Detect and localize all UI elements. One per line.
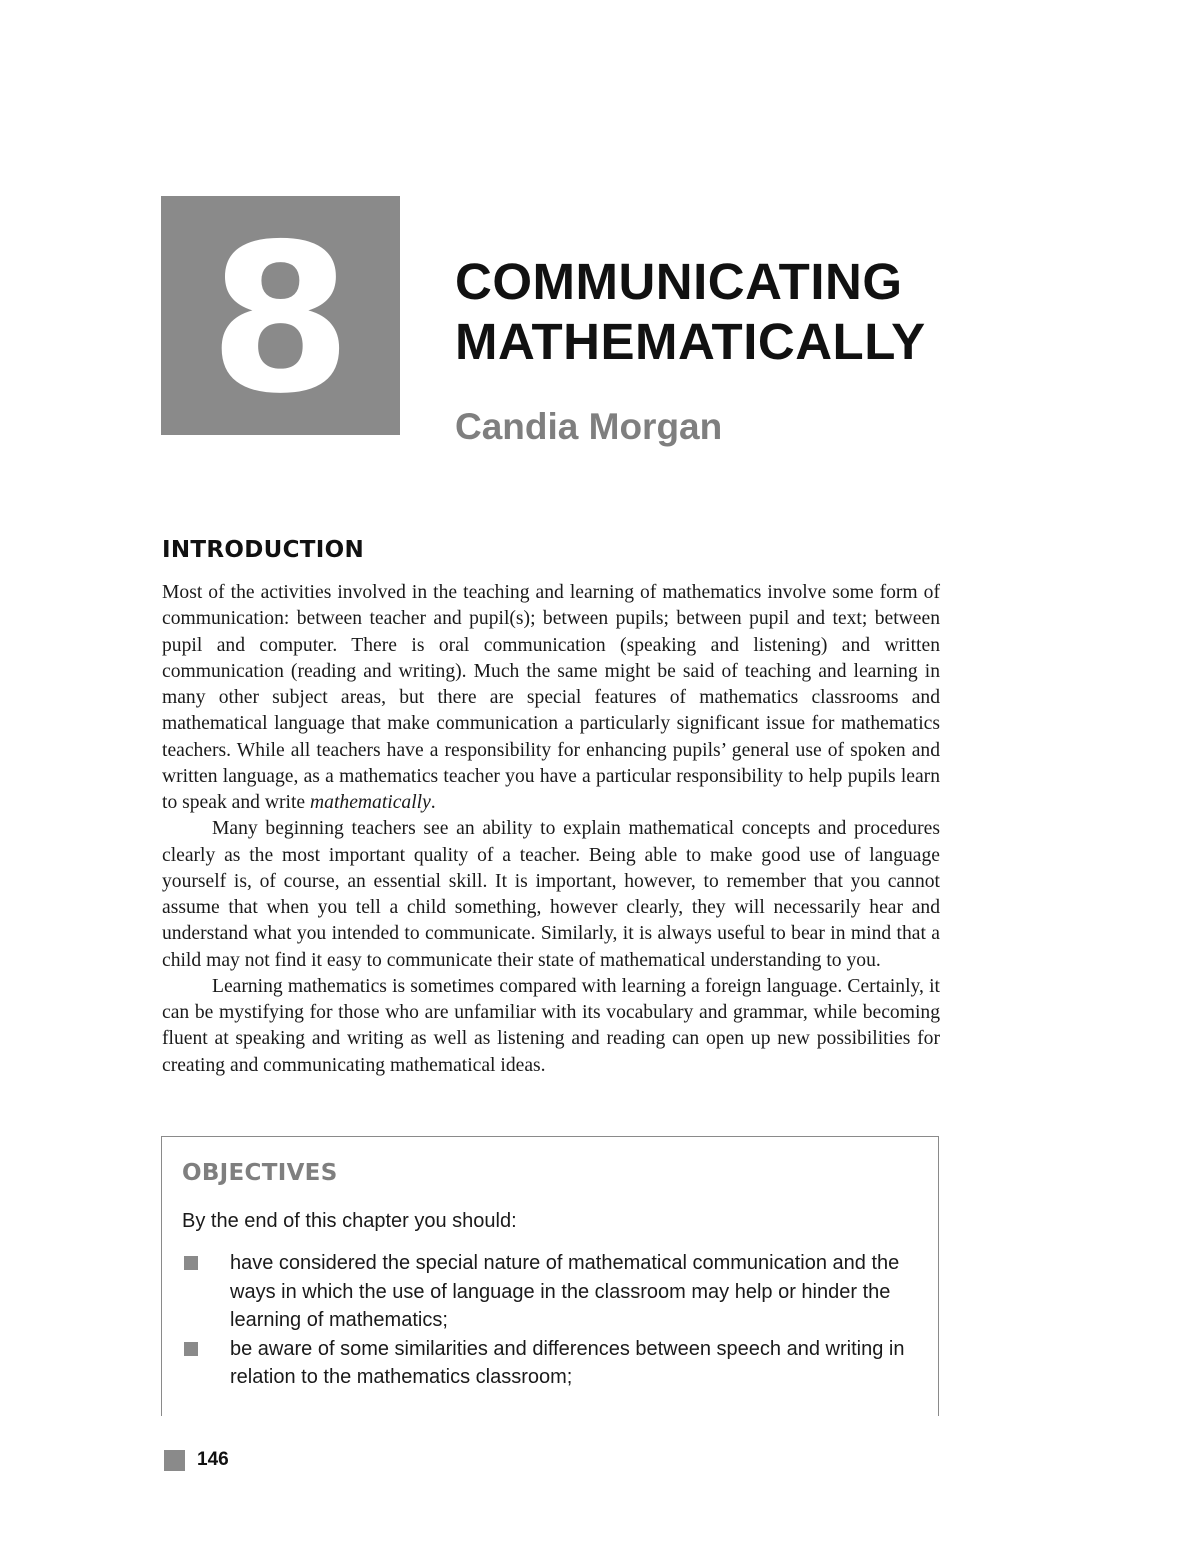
introduction-paragraph-2: Many beginning teachers see an ability to explain mathematical concepts and procedures clearly as the most important quality of a teacher. Being able to make good use of language yourself is, of course, an essential skill. It is important, however, to remember that you cannot assume that when you tell a child something, however clearly, they will necessarily hear and understand what you intended to communicate. Similarly, it is always useful to bear in mind that a child may not find it easy to communicate their state of mathematical understanding to you. <box>162 818 940 971</box>
paragraph-1-text: Most of the activities involved in the teaching and learning of mathematics involve some form of communication: between teacher and pupil(s); between pupils; between pupil and text; between pupil and computer. There is oral communication (speaking and listening) and written communication (reading and writing). Much the same might be said of teaching and learning in many other subject areas, but there are special features of mathematics classrooms and mathematical language that make communication a particularly significant issue for mathematics teachers. While all teachers have a responsibility for enhancing pupils’ general use of spoken and written language, as a mathematics teacher you have a particular responsibility to help pupils learn to speak and write <box>162 582 940 813</box>
list-item <box>182 1249 922 1335</box>
chapter-title-line-2: MATHEMATICALLY <box>455 313 926 370</box>
objective-text: have considered the special nature of mathematical communication and the ways in which the use of language in the classroom may help or hinder the learning of mathematics; <box>230 1252 900 1331</box>
paragraph-1-emphasis: mathematically <box>310 792 431 813</box>
square-bullet-icon <box>184 1256 198 1270</box>
objectives-list <box>182 1249 922 1392</box>
objectives-intro: By the end of this chapter you should: <box>182 1210 517 1232</box>
objective-text: be aware of some similarities and differences between speech and writing in relation to the mathematics classroom; <box>230 1337 905 1388</box>
introduction-paragraph-1 <box>162 580 940 816</box>
chapter-title <box>455 252 1075 372</box>
square-bullet-icon <box>184 1342 198 1356</box>
introduction-heading: INTRODUCTION <box>162 537 365 563</box>
objectives-box <box>161 1136 939 1416</box>
objectives-heading: OBJECTIVES <box>182 1160 338 1186</box>
paragraph-1-end: . <box>430 792 436 813</box>
chapter-author: Candia Morgan <box>455 406 723 447</box>
list-item <box>182 1335 922 1392</box>
page-number: 146 <box>197 1449 229 1470</box>
chapter-title-line-1: COMMUNICATING <box>455 253 903 310</box>
chapter-number: 8 <box>209 201 352 435</box>
introduction-paragraph-3: Learning mathematics is sometimes compared with learning a foreign language. Certainly, it can be mystifying for those who are unfamiliar with its vocabulary and grammar, while becoming fluent at speaking and writing as well as listening and reading can open up new possibilities for creating and communicating mathematical ideas. <box>162 975 940 1076</box>
page-marker-square-icon <box>164 1450 185 1471</box>
chapter-number-block <box>161 196 400 435</box>
introduction-body <box>162 580 940 1079</box>
